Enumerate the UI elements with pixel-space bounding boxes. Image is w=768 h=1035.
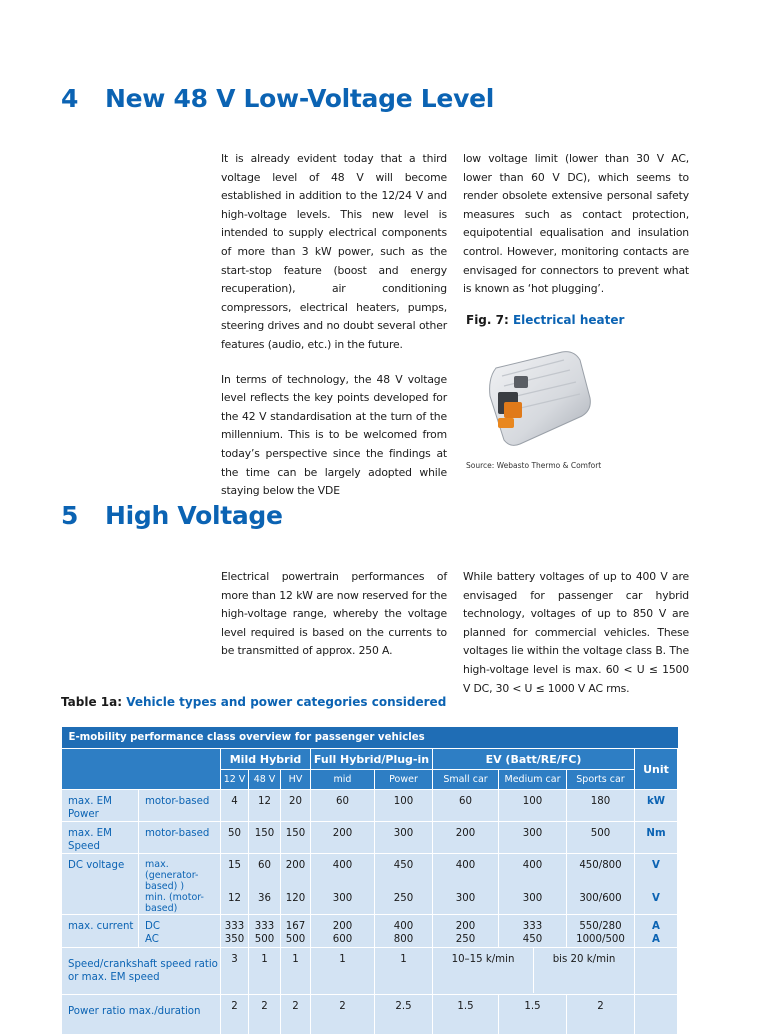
row-sublabel: DC AC	[139, 915, 221, 948]
subheader-small-car: Small car	[433, 770, 499, 790]
cell-medium-car: 1.5	[499, 995, 567, 1035]
figure-source: Source: Webasto Thermo & Comfort	[466, 461, 602, 470]
cell-ev-speed-sports: bis 20 k/min	[552, 954, 616, 965]
section-number: 4	[61, 84, 79, 113]
paragraph: While battery voltages of up to 400 V are envisaged for passenger car hybrid technology, voltages of up to 850 V are planned for commercial vehicles. These voltages lie within the voltage class B. The high-voltage level is max. 60 < U ≤ 1500 V DC, 30 < U ≤ 1000 V AC rms.	[463, 570, 689, 695]
table-row-current	[62, 915, 678, 948]
row-label: max. EM Power	[62, 790, 139, 822]
cell-hv: 200 120	[281, 854, 311, 915]
cell-48v: 150	[249, 822, 281, 854]
cell-sports-car: 500	[567, 822, 635, 854]
group-unit: Unit	[635, 749, 678, 790]
cell-12v: 2	[221, 995, 249, 1035]
row-label: Speed/crankshaft speed ratio or max. EM speed	[62, 948, 221, 995]
cell-48v: 333 500	[249, 915, 281, 948]
cell-hv: 167 500	[281, 915, 311, 948]
group-full-hybrid: Full Hybrid/Plug-in	[311, 749, 433, 770]
cell-mid: 60	[311, 790, 375, 822]
subheader-mid: mid	[311, 770, 375, 790]
cell-12v: 333 350	[221, 915, 249, 948]
row-label: max. EM Speed	[62, 822, 139, 854]
subheader-hv: HV	[281, 770, 311, 790]
section-number: 5	[61, 501, 79, 530]
subheader-48v: 48 V	[249, 770, 281, 790]
row-label: Power ratio max./duration	[62, 995, 221, 1035]
cell-48v: 2	[249, 995, 281, 1035]
cell-unit	[635, 948, 678, 995]
section-5-column-1	[221, 568, 447, 661]
cell-mid: 2	[311, 995, 375, 1035]
cell-mid: 200	[311, 822, 375, 854]
cell-power: 2.5	[375, 995, 433, 1035]
cell-small-car: 400 300	[433, 854, 499, 915]
section-4-heading	[61, 84, 494, 113]
table-caption: Vehicle types and power categories considered	[126, 695, 447, 709]
row-sublabel: motor-based	[139, 790, 221, 822]
table-row-speed-ratio	[62, 948, 678, 995]
cell-unit: Nm	[635, 822, 678, 854]
cell-mid: 200 600	[311, 915, 375, 948]
cell-unit: V V	[635, 854, 678, 915]
cell-small-car: 200 250	[433, 915, 499, 948]
sublabel-max: max. (generator-based) )	[145, 859, 199, 892]
cell-ev-speed-small-medium: 10–15 k/min	[433, 948, 534, 993]
paragraph: low voltage limit (lower than 30 V AC, lower than 60 V DC), which seems to render obsolete extensive personal safety measures such as contact protection, equipotential equalisation and insulation control. However, monitoring contacts are envisaged for connectors to prevent what is known as ‘hot plugging’.	[463, 152, 689, 296]
cell-sports-car: 450/800 300/600	[567, 854, 635, 915]
section-4-column-2	[463, 150, 689, 299]
group-ev: EV (Batt/RE/FC)	[433, 749, 635, 770]
row-label: DC voltage	[62, 854, 139, 915]
cell-medium-car: 300	[499, 822, 567, 854]
paragraph: Electrical powertrain performances of more than 12 kW are now reserved for the high-voltage range, whereby the voltage level required is based on the currents to be transmitted of approx. 250 A.	[221, 570, 447, 658]
row-sublabel	[139, 854, 221, 915]
cell-power: 400 800	[375, 915, 433, 948]
cell-unit: A A	[635, 915, 678, 948]
performance-class-table	[61, 727, 678, 1035]
cell-small-car: 60	[433, 790, 499, 822]
table-header-row	[62, 727, 678, 749]
cell-medium-car: 100	[499, 790, 567, 822]
cell-48v: 1	[249, 948, 281, 995]
subheader-sports-car: Sports car	[567, 770, 635, 790]
section-title: New 48 V Low-Voltage Level	[105, 84, 494, 113]
cell-power: 1	[375, 948, 433, 995]
cell-small-car: 200	[433, 822, 499, 854]
row-sublabel: motor-based	[139, 822, 221, 854]
subheader-power: Power	[375, 770, 433, 790]
cell-sports-car: 2	[567, 995, 635, 1035]
section-title: High Voltage	[105, 501, 283, 530]
subheader-medium-car: Medium car	[499, 770, 567, 790]
subheader-12v: 12 V	[221, 770, 249, 790]
cell-medium-car: 333 450	[499, 915, 567, 948]
cell-power: 450 250	[375, 854, 433, 915]
cell-mid: 1	[311, 948, 375, 995]
cell-hv: 2	[281, 995, 311, 1035]
table-label: Table 1a:	[61, 695, 123, 709]
table-row-power-ratio	[62, 995, 678, 1035]
cell-power: 100	[375, 790, 433, 822]
paragraph: In terms of technology, the 48 V voltage level reflects the key points developed for the 42 V standardisation at the turn of the millennium. This is to be welcomed from today’s perspective since the findings at the time can be largely adopted while staying below the VDE	[221, 372, 447, 498]
figure-label: Fig. 7:	[466, 313, 509, 327]
cell-medium-car: 400 300	[499, 854, 567, 915]
group-mild-hybrid: Mild Hybrid	[221, 749, 311, 770]
figure-caption	[466, 313, 624, 327]
sublabel-min: min. (motor-based)	[145, 892, 204, 914]
cell-unit	[635, 995, 678, 1035]
section-5-heading	[61, 501, 283, 530]
row-label: max. current	[62, 915, 139, 948]
figure-title: Electrical heater	[512, 313, 625, 327]
cell-12v: 15 12	[221, 854, 249, 915]
cell-hv: 20	[281, 790, 311, 822]
cell-unit: kW	[635, 790, 678, 822]
cell-hv: 1	[281, 948, 311, 995]
table-group-row	[62, 749, 678, 770]
cell-48v: 12	[249, 790, 281, 822]
cell-12v: 50	[221, 822, 249, 854]
cell-48v: 60 36	[249, 854, 281, 915]
table-row-dc-voltage	[62, 854, 678, 915]
paragraph: It is already evident today that a third voltage level of 48 V will become established in addition to the 12/24 V and high-voltage levels. This new level is intended to supply electrical components of more than 3 kW power, such as the start-stop feature (boost and energy recuperation), air conditioning compressors, electrical heaters, pumps, steering drives and no doubt several other features (audio, etc.) in the future.	[221, 152, 447, 351]
table-title	[61, 695, 446, 709]
cell-power: 300	[375, 822, 433, 854]
cell-12v: 4	[221, 790, 249, 822]
section-5-column-2	[463, 568, 689, 698]
cell-mid: 400 300	[311, 854, 375, 915]
cell-sports-car: 180	[567, 790, 635, 822]
cell-small-car: 1.5	[433, 995, 499, 1035]
table-header: E-mobility performance class overview for passenger vehicles	[62, 727, 678, 749]
cell-hv: 150	[281, 822, 311, 854]
electrical-heater-image	[484, 346, 594, 454]
cell-sports-car: 550/280 1000/500	[567, 915, 635, 948]
table-row-em-power	[62, 790, 678, 822]
table-row-em-speed	[62, 822, 678, 854]
empty-header-cell	[62, 749, 221, 790]
section-4-column-1	[221, 150, 447, 501]
cell-ev-speed	[433, 948, 635, 995]
cell-12v: 3	[221, 948, 249, 995]
